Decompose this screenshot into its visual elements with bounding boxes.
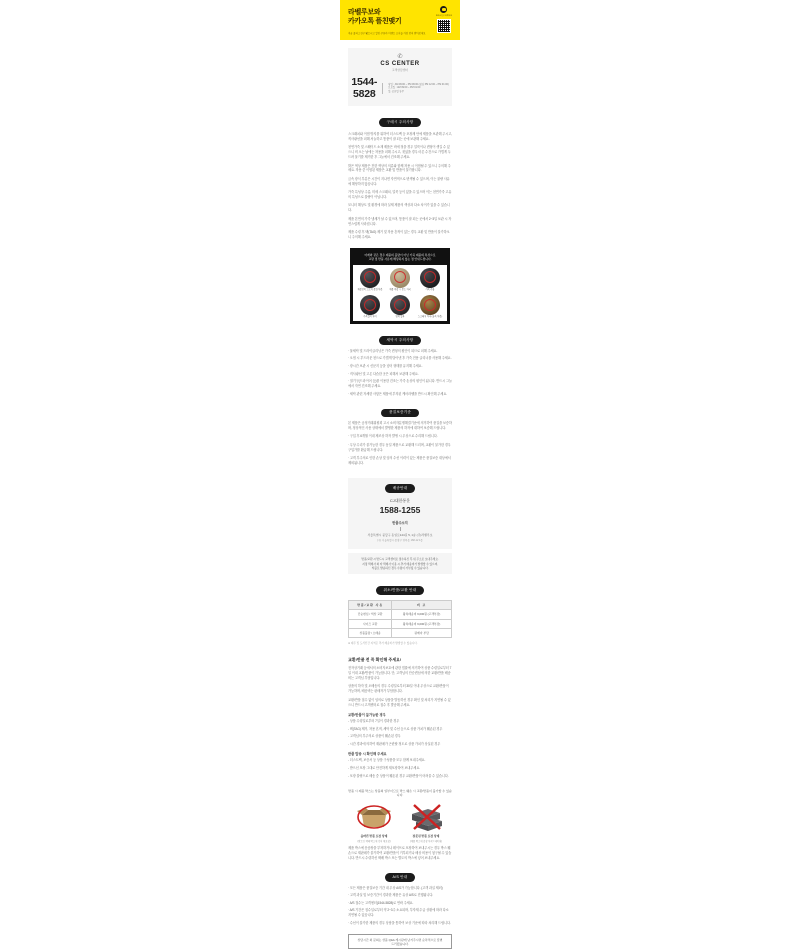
packaging-intro: 반품 시 제품 박스는 상품의 일부이므로 박스 훼손 시 교환/반품이 불가할 수 있습니다. [348, 788, 452, 797]
exchange-impossible-item: - 상품 수령일로부터 7일이 경과한 경우 [348, 719, 400, 724]
cs-center-subtitle: 고객상담센터 [391, 68, 409, 73]
return-address [354, 533, 446, 543]
return-address-label: 반품주소지 [392, 521, 408, 526]
bad-packaging-sublabel: (제품 박스에 송장 부착 / 테이핑) [410, 840, 442, 843]
delivery-notice-line: 반품/교환 시 반드시 고객센터로 접수하신 후 위 주소로 보내주세요. [361, 557, 439, 562]
delivery-notice-box [348, 553, 452, 574]
care-note: · 장시간 보관 시 신문지 등을 넣어 형태를 유지해 주세요. [348, 364, 423, 369]
banner-text [348, 6, 426, 35]
exchange-paragraph: 상품의 하자 및 오배송의 경우 수령일로부터 30일 이내 무상으로 교환/반품이 가능하며, 배송비는 판매자가 부담합니다. [348, 684, 449, 694]
defect-caption: 재봉선이 고르지 못한 부분 [357, 289, 383, 292]
bad-packaging-label: 잘못된 반품 포장 상태 [412, 834, 440, 838]
good-packaging-sublabel: (받으신 택배 박스에 넣어 재포장) [357, 840, 391, 843]
kakao-plus-friend-banner[interactable] [340, 0, 460, 40]
exchange-subheading-check: 반품 발송 시 확인해 주세요 [348, 751, 387, 756]
warranty-section [348, 409, 452, 466]
purchase-note: 스크래치와 이염 방지를 위하여 더스트백 등 포장재 안에 제품을 보관해 주시고, 직사광선을 피해 서늘하고 통풍이 잘 되는 곳에 보관해 주세요. [348, 131, 452, 141]
care-note: · 세탁 관련 자세한 사항은 제품에 부착된 케어라벨을 반드시 확인해 주세요. [348, 391, 447, 396]
as-section [348, 873, 452, 949]
product-photo [360, 295, 380, 315]
as-item: · 수선이 불가한 제품의 경우 상담을 통하여 보상 기준에 따라 처리해 드립니다. [348, 920, 451, 925]
exchange-subheading-impossible: 교환/반품이 불가능한 경우 [348, 712, 386, 717]
purchase-note: 가죽 특성상 주름, 미세 스크래치, 얼룩 등이 있을 수 있으며 이는 천연가죽 고유의 특성으로 불량이 아닙니다. [348, 190, 452, 200]
care-note: · 열기구(드라이어 등)를 이용한 건조는 가죽 손상의 원인이 됩니다. 반드시 그늘에서 자연 건조해 주세요. [348, 379, 452, 389]
qr-code [437, 19, 451, 33]
defect-example [415, 268, 445, 292]
refund-table-row [349, 628, 452, 637]
purchase-note: 밝은 색상 제품은 진한 색상의 의류와 함께 착용 시 이염될 수 있으니 주의해 주세요. 착용 중 이염된 제품은 교환 및 반품이 불가합니다. [348, 163, 451, 173]
defect-example [385, 295, 415, 319]
good-packaging-label: 올바른 반품 포장 상태 [360, 834, 388, 838]
care-notes-section [348, 336, 452, 396]
product-photo [420, 268, 440, 288]
phone-icon: ✆ [397, 53, 403, 60]
defect-caption: 염색 얼룩 [395, 316, 405, 319]
refund-section [348, 586, 452, 645]
as-item: · 모든 제품은 품질보증 기간 내 무상 A/S가 가능합니다. (고객 과실 제외) [348, 885, 443, 890]
exchange-check-item: - 받으신 포장 그대로 안전하게 재포장하여 보내주세요. [348, 766, 420, 770]
cs-hours-weekday: 평일 : AM 09:00 ~ PM 06:00 (점심 PM 12:00 ~ PM 01:00) [388, 82, 449, 86]
open-box-with-red-circle-icon [354, 802, 394, 832]
cs-center-section [348, 48, 452, 107]
product-photo [390, 295, 410, 315]
vertical-divider [400, 527, 401, 531]
refund-badge: 취소/반품/교환 안내 [376, 586, 425, 595]
exchange-paragraphs [348, 666, 452, 707]
cs-hours-holiday: 일, 공휴일 휴무 [388, 90, 405, 94]
exchange-impossible-list [348, 719, 452, 747]
cs-hours-saturday: 토요일 : AM 09:00 ~ PM 01:00 [388, 86, 421, 90]
purchase-note: 모니터 해상도 및 환경에 따라 실제 제품의 색상과 다소 차이가 있을 수 있습니다. [348, 203, 450, 213]
footer-note-box: 상담시간 외 문의는 상품 Q&A 게시판에 남겨주시면 순차적으로 답변 드리겠습니다. [348, 934, 452, 949]
refund-table-row [349, 619, 452, 628]
product-photo [360, 268, 380, 288]
exchange-impossible-item: - 시간 경과에 의하여 재판매가 곤란할 정도로 상품 가치가 상실된 경우 [348, 741, 441, 746]
defect-caption: 제품 마감 시 본드 자국 [389, 289, 411, 292]
as-item: · A/S 기간은 접수일로부터 약 2~3주 소요되며, 부자재 수급 상황에 따라 다소 지연될 수 있습니다. [348, 908, 449, 918]
return-address-line2: (구) 서울특별시 중랑구 면목동 168-12 1층 [377, 539, 423, 543]
courier-name: CJ대한통운 [389, 497, 411, 503]
cs-center-title: CS CENTER [380, 60, 420, 67]
red-circle-annotation-icon [424, 299, 436, 311]
defect-example [415, 295, 445, 319]
warranty-body [348, 421, 452, 466]
purchase-note: 제품 본연의 가죽 냄새가 날 수 있으며, 통풍이 잘 되는 곳에서 2~3일 보관 시 자연스럽게 사라집니다. [348, 216, 452, 226]
defect-example [385, 268, 415, 292]
defect-example-grid [353, 265, 447, 322]
red-circle-annotation-icon [394, 271, 406, 283]
exchange-section [348, 657, 452, 779]
warranty-intro: 본 제품은 공정거래위원회 고시 소비자분쟁해결기준에 의거하여 품질을 보증하며, 정상적인 사용 상태에서 발생한 제품의 하자에 대하여 보증해 드립니다. [348, 421, 452, 431]
banner-title-line2: 카카오톡 플친맺기 [348, 18, 402, 26]
refund-cell: 사이즈 교환 [349, 619, 392, 628]
boxes-with-red-x-icon [406, 802, 446, 832]
purchase-note: 천연가죽 및 스웨이드 소재 제품은 비에 젖을 경우 얼룩이나 변형이 생길 수 있으니 비 오는 날에는 착용을 피해 주시고, 젖었을 경우 마른 수건으로 가볍게 두드려 물기를 제거한 후 그늘에서 건조해 주세요. [348, 145, 451, 160]
banner-title [348, 8, 426, 27]
refund-cell: 단순변심 / 색상 교환 [349, 610, 392, 619]
delivery-notice-line: 착불로 발송하신 경우 수령이 거부될 수 있습니다. [371, 565, 429, 570]
warranty-badge: 품질보증기준 [381, 409, 419, 418]
cs-hours [382, 83, 449, 95]
cs-phone-number: 1544-5828 [351, 76, 378, 101]
warranty-item: · 구입 후 6개월 이내 제조상 하자 발생 시 무상으로 수리해 드립니다. [348, 434, 438, 439]
defect-example [355, 295, 385, 319]
care-notes-badge: 세탁시 주의사항 [379, 336, 422, 345]
care-note: · 오염 시 부드러운 천으로 가볍게 닦아낸 후 가죽 전용 클리너를 사용해 주세요. [348, 356, 452, 361]
refund-table [348, 600, 452, 639]
warranty-item: · 무상 수리가 불가능한 경우 동일 제품으로 교환해 드리며, 교환이 불가한 경우 구입가를 환급해 드립니다. [348, 442, 451, 452]
kakao-icon-label: 플러스친구 라벨루보 [435, 15, 452, 17]
exchange-impossible-item: - 고객님의 부주의로 상품이 훼손된 경우 [348, 734, 401, 739]
return-address-line1: 서울특별시 중랑구 동일로144길 5, 1층 (주)라벨루보 [367, 533, 433, 538]
banner-kakao-area [436, 6, 452, 35]
purchase-notes-badge: 구매시 주의사항 [379, 118, 422, 127]
courier-phone-number: 1588-1255 [379, 505, 421, 516]
delivery-badge: 배송안내 [385, 484, 416, 493]
purchase-note: 제품 수령 후 택(TAG) 제거 및 착용 흔적이 있는 경우 교환 및 반품이 불가하오니 주의해 주세요. [348, 230, 450, 239]
refund-cell: 상품불량 / 오배송 [349, 628, 392, 637]
warranty-item: · 고객 부주의로 인한 손상 및 임의 수선 이력이 있는 제품은 품질보증 대상에서 제외됩니다. [348, 456, 451, 466]
packaging-warning: 제품 박스에 운송장을 부착하거나 테이프로 포장하여 보내주시는 경우 박스 훼손으로 재판매가 불가하여 교환/반품이 거부되거나 배상 비용이 청구될 수 있습니다. 반드시 수령하신 택배 박스 또는 별도의 박스에 넣어 보내주세요. [348, 846, 452, 861]
delivery-section [348, 478, 452, 549]
kakaotalk-icon [440, 6, 447, 13]
cs-phone-row [351, 76, 449, 101]
exchange-check-list [348, 758, 452, 778]
defect-notice-header [351, 249, 449, 265]
packaging-examples [348, 802, 452, 843]
red-circle-annotation-icon [424, 271, 436, 283]
defect-header-line1: 아래와 같은 경우 제품의 불량이 아닌 가죽 제품의 특성으로 [364, 252, 436, 257]
refund-table-note: ※ 제주 및 도서산간 지역은 추가 배송비가 발생할 수 있습니다. [348, 641, 418, 645]
exchange-paragraph: 교환/반품 접수 없이 임의로 상품을 발송하신 경우 확인 및 처리가 지연될 수 있으니 반드시 고객센터로 접수 후 발송해 주세요. [348, 697, 451, 707]
red-circle-annotation-icon [364, 271, 376, 283]
refund-cell: 왕복배송비 6,000원 (고객부담) [392, 610, 452, 619]
delivery-notice-line: 지정 택배사 외 타 택배사 이용 시 추가 배송비가 발생할 수 있으며, [362, 561, 438, 566]
exchange-check-item: - 더스트백, 보증서 등 상품 구성품을 모두 함께 보내주세요. [348, 758, 426, 763]
defect-caption: 스크래치 자국 (금속 부분) [417, 316, 443, 319]
exchange-check-item: - 포장 불량으로 배송 중 상품이 훼손된 경우 교환/반품이 어려울 수 있습니다. [348, 773, 449, 778]
as-item: · 고객 과실 및 보증기간이 경과한 제품은 유상 A/S로 진행됩니다. [348, 893, 434, 898]
defect-caption: 가죽결의 차이 [363, 316, 377, 319]
as-item: · A/S 접수는 고객센터(1544-5828)로 연락 주세요. [348, 900, 414, 905]
red-circle-annotation-icon [364, 299, 376, 311]
as-badge: A/S 안내 [385, 873, 416, 882]
bad-packaging-example [405, 802, 447, 843]
care-notes-list [348, 349, 452, 397]
banner-subtitle: 지금 플러스친구 맺으시고 할인 쿠폰과 이벤트 소식을 가장 먼저 받아보세요 [348, 31, 426, 35]
care-note: · 물세탁 및 드라이클리닝은 가죽 변형의 원인이 되므로 피해 주세요. [348, 348, 438, 353]
defect-header-line2: 교환 및 반품 사유에 해당되지 않는 점 안내드립니다. [368, 257, 432, 262]
purchase-notes-list [348, 132, 452, 240]
good-packaging-example [353, 802, 395, 843]
banner-title-line1: 라벨루보와 [348, 9, 381, 16]
purchase-notes-section [348, 118, 452, 240]
purchase-note: 금속 장식 부분은 시간이 지나면 자연적으로 변색될 수 있으며, 이는 불량 사유에 해당하지 않습니다. [348, 176, 450, 186]
refund-cell: 판매자 부담 [392, 628, 452, 637]
refund-table-header-row [349, 600, 452, 609]
packaging-section [348, 789, 452, 862]
red-circle-annotation-icon [394, 299, 406, 311]
defect-caption: 가죽 주름 [425, 289, 435, 292]
refund-col-reason: 반품/교환 사유 [349, 600, 392, 609]
exchange-paragraph: 전자상거래 등에서의 소비자보호에 관한 법률에 의거하여 상품 수령일로부터 7일 이내 교환/반품이 가능합니다. 단, 고객님의 단순변심에 의한 교환/반품 배송비는 고객님 부담입니다. [348, 666, 452, 681]
care-note: · 직사광선 및 고온 다습한 곳은 피해서 보관해 주세요. [348, 371, 419, 376]
as-list [348, 886, 452, 926]
product-photo [420, 295, 440, 315]
refund-col-remark: 비 고 [392, 600, 452, 609]
exchange-heading: 교환/반품 전 꼭 확인해 주세요! [348, 656, 402, 662]
refund-table-row [349, 610, 452, 619]
defect-notice-box [350, 248, 450, 324]
refund-cell: 왕복배송비 6,000원 (고객부담) [392, 619, 452, 628]
qr-pattern [438, 20, 450, 32]
exchange-impossible-item: - 택(TAG) 제거, 착용 흔적, 세탁 및 수선 등으로 상품 가치가 훼손된 경우 [348, 726, 443, 731]
defect-example [355, 268, 385, 292]
product-photo [390, 268, 410, 288]
